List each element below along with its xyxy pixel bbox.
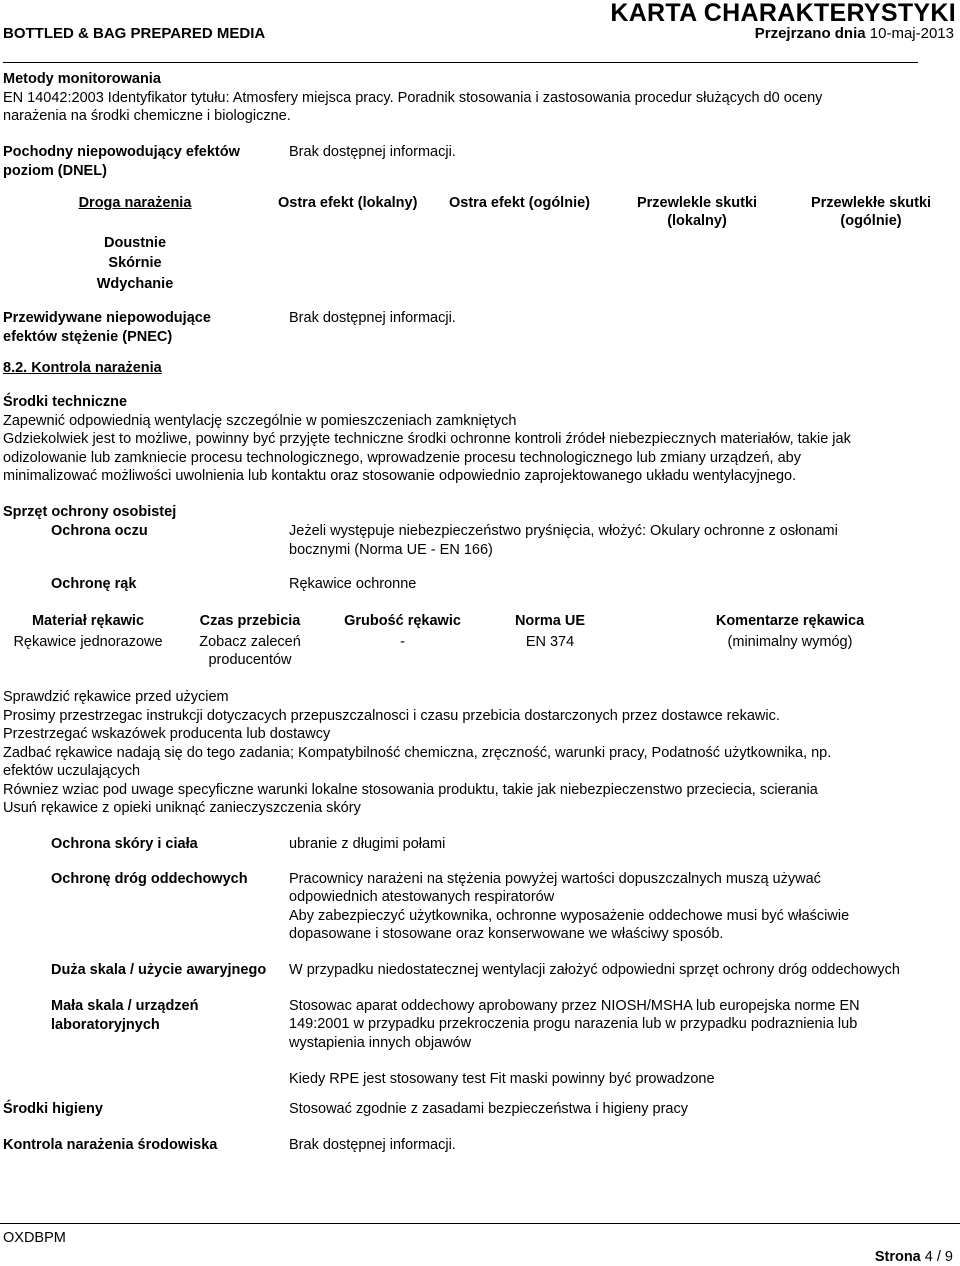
page-number [875, 1248, 953, 1266]
technical-line-4: minimalizować możliwości uwolnienia lub kontaktu oraz stosowanie odpowiednio zaprojektowanego układu wentylacyjnego. [3, 468, 797, 484]
dnel-label-1: Pochodny niepowodujący efektów [3, 144, 240, 160]
pnec-label-1: Przewidywane niepowodujące [3, 310, 211, 326]
large-scale-value: W przypadku niedostatecznej wentylacji założyć odpowiedni sprzęt ochrony dróg oddechowych [289, 962, 900, 978]
dnel-col-acute-local: Ostra efekt (lokalny) [278, 195, 418, 211]
respiratory-line-4: dopasowane i stosowane oraz konserwowane we właściwy sposób. [289, 926, 724, 942]
glove-header-thickness: Grubość rękawic [344, 613, 461, 629]
glove-row-comment: (minimalny wymóg) [727, 634, 853, 650]
monitoring-heading: Metody monitorowania [3, 71, 161, 87]
glove-note-3: Przestrzegać wskazówek producenta lub dostawcy [3, 726, 331, 742]
eye-protection-line-1: Jeżeli występuje niebezpieczeństwo pryśnięcia, włożyć: Okulary ochronne z osłonami [289, 523, 838, 539]
dnel-route-oral: Doustnie [103, 235, 167, 251]
pnec-label-2: efektów stężenie (PNEC) [3, 329, 173, 345]
footer-divider [0, 1223, 960, 1224]
page-label: Strona [874, 1249, 921, 1265]
dnel-col-chronic-general-1: Przewlekłe skutki [810, 195, 932, 211]
glove-note-2: Prosimy przestrzegac instrukcji dotyczacych przepuszczalnosci i czasu przebicia dostarczonych przez dostawce rekawic. [3, 708, 780, 724]
respiratory-line-1: Pracownicy narażeni na stężenia powyżej wartości dopuszczalnych muszą używać [289, 871, 821, 887]
small-scale-line-2: 149:2001 w przypadku przekroczenia progu narazenia lub w przypadku podraznienia lub [289, 1016, 858, 1032]
dnel-col-chronic-general [792, 194, 950, 230]
glove-row-thickness: - [400, 634, 405, 650]
dnel-route-dermal: Skórnie [108, 255, 162, 271]
glove-header-norm: Norma UE [514, 613, 586, 629]
glove-header-time: Czas przebicia [199, 613, 301, 629]
glove-note-7: Usuń rękawice z opieki uniknąć zanieczyszczenia skóry [3, 800, 361, 816]
small-scale-label-2: laboratoryjnych [51, 1017, 160, 1033]
environment-label: Kontrola narażenia środowiska [3, 1137, 218, 1153]
revision-label: Przejrzano dnia [754, 25, 866, 42]
monitoring-text-1: EN 14042:2003 Identyfikator tytułu: Atmosfery miejsca pracy. Poradnik stosowania i zastosowania procedur służących d0 oceny [3, 90, 823, 106]
small-scale-line-1: Stosowac aparat oddechowy aprobowany przez NIOSH/MSHA lub europejska norme EN [289, 998, 860, 1014]
revision-date-value: 10-maj-2013 [869, 25, 954, 42]
technical-heading: Środki techniczne [3, 394, 128, 410]
dnel-route-inhalation: Wdychanie [96, 276, 174, 292]
document-title: KARTA CHARAKTERYSTYKI [610, 0, 956, 27]
eye-protection-line-2: bocznymi (Norma UE - EN 166) [289, 542, 493, 558]
small-scale-label-1: Mała skala / urządzeń [51, 998, 199, 1014]
dnel-col-acute-general: Ostra efekt (ogólnie) [449, 195, 590, 211]
environment-value: Brak dostępnej informacji. [289, 1137, 456, 1153]
respiratory-line-3: Aby zabezpieczyć użytkownika, ochronne wyposażenie oddechowe musi być właściwie [289, 908, 850, 924]
large-scale-label: Duża skala / użycie awaryjnego [51, 962, 267, 978]
technical-line-1: Zapewnić odpowiednią wentylację szczególnie w pomieszczeniach zamkniętych [3, 413, 517, 429]
glove-row-time-2: producentów [208, 652, 292, 668]
revision-date [755, 25, 954, 43]
small-scale-line-4: Kiedy RPE jest stosowany test Fit maski powinny być prowadzone [289, 1071, 715, 1087]
glove-row-norm: EN 374 [525, 634, 575, 650]
dnel-value: Brak dostępnej informacji. [289, 144, 456, 160]
technical-line-2: Gdziekolwiek jest to możliwe, powinny być przyjęte techniczne środki ochronne kontroli źródeł niebezpiecznych materiałów, takie jak [3, 431, 851, 447]
small-scale-line-3: wystapienia innych objawów [289, 1035, 472, 1051]
glove-header-comment: Komentarze rękawica [715, 613, 865, 629]
page-value: 4 / 9 [924, 1249, 953, 1265]
dnel-label-2: poziom (DNEL) [3, 163, 107, 179]
glove-note-6: Równiez wziac pod uwage specyficzne warunki lokalne stosowania produktu, takie jak niebezpieczenstwo przeciecia, scierania [3, 782, 818, 798]
dnel-col-chronic-general-2: (ogólnie) [840, 213, 902, 229]
glove-header-material: Materiał rękawic [31, 613, 145, 629]
glove-note-4: Zadbać rękawice nadają się do tego zadania; Kompatybilność chemiczna, zręczność, warunki pracy, Podatność użytkownika, np. [3, 745, 832, 761]
respiratory-line-2: odpowiednich atestowanych respiratorów [289, 889, 555, 905]
dnel-col-chronic-local-1: Przewlekle skutki [636, 195, 758, 211]
company-name: BOTTLED & BAG PREPARED MEDIA [3, 25, 266, 42]
monitoring-text-2: narażenia na środki chemiczne i biologiczne. [3, 108, 291, 124]
glove-note-1: Sprawdzić rękawice przed użyciem [3, 689, 229, 705]
header-divider [3, 62, 918, 63]
skin-protection-value: ubranie z długimi połami [289, 836, 446, 852]
glove-note-5: efektów uczulających [3, 763, 141, 779]
hygiene-value: Stosować zgodnie z zasadami bezpieczeństwa i higieny pracy [289, 1101, 688, 1117]
dnel-route-header: Droga narażenia [78, 195, 192, 211]
eye-protection-label: Ochrona oczu [51, 523, 148, 539]
section-heading-8-2: 8.2. Kontrola narażenia [3, 360, 162, 376]
respiratory-label: Ochronę dróg oddechowych [51, 871, 248, 887]
hand-protection-value: Rękawice ochronne [289, 576, 417, 592]
glove-row-material: Rękawice jednorazowe [13, 634, 163, 650]
technical-line-3: odizolowanie lub zamkniecie procesu technologicznego, wprowadzenie procesu technologicznego lub zmiany urządzeń, aby [3, 450, 801, 466]
dnel-col-chronic-local-2: (lokalny) [667, 213, 727, 229]
glove-row-time-1: Zobacz zaleceń [199, 634, 301, 650]
dnel-col-chronic-local [612, 194, 782, 230]
footer-code: OXDBPM [3, 1230, 66, 1246]
hygiene-label: Środki higieny [3, 1101, 103, 1117]
hand-protection-label: Ochronę rąk [51, 576, 137, 592]
pnec-value: Brak dostępnej informacji. [289, 310, 456, 326]
glove-row-time [180, 633, 320, 669]
skin-protection-label: Ochrona skóry i ciała [51, 836, 198, 852]
ppe-heading: Sprzęt ochrony osobistej [3, 504, 177, 520]
